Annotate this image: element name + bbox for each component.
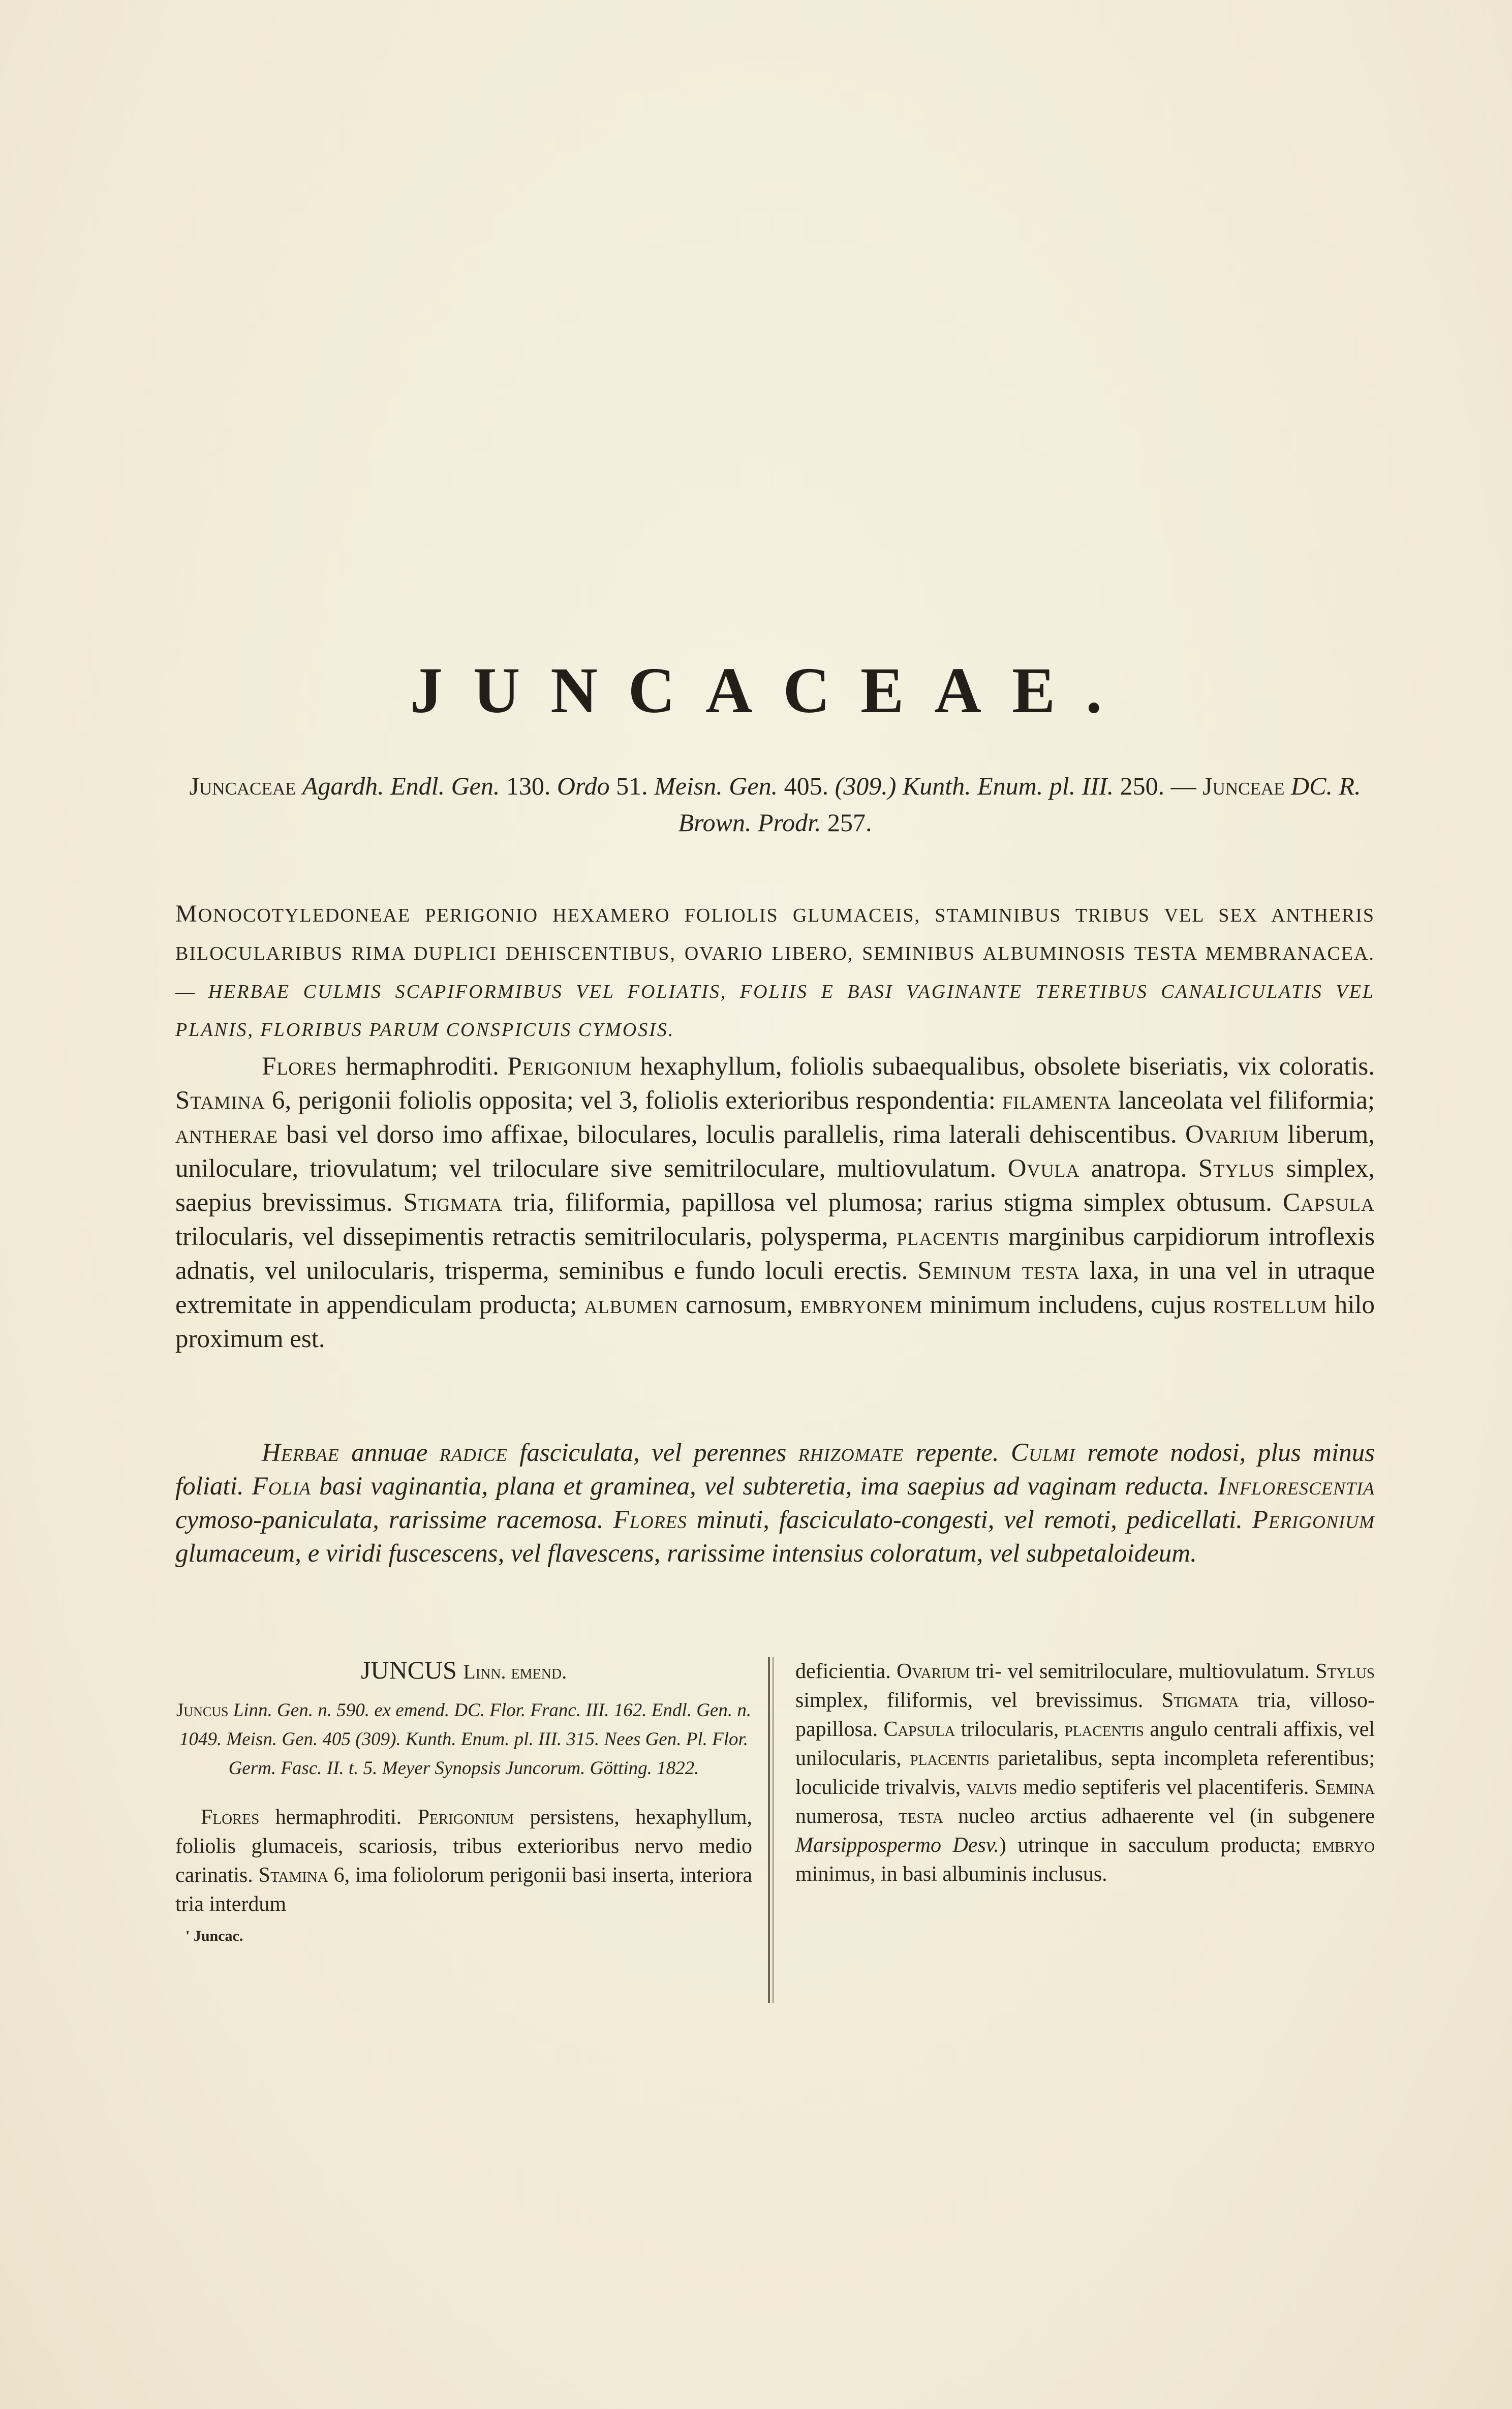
synonym-citation: (309.) Kunth. Enum. pl. III. [835,772,1114,800]
habit-text: glumaceum, e viridi fuscescens, vel flavescens, rarissime intensius coloratum, vel subpetaloideum. [175,1539,1197,1568]
column-rule [768,1657,770,2003]
column-rule [773,1657,774,2003]
genus-text: tri- vel semitriloculare, multiovulatum. [975,1660,1310,1683]
term-stylus: Stylus [1315,1660,1375,1683]
desc-text: hermaphroditi. [346,1052,499,1081]
term-stylus: Stylus [1198,1154,1275,1183]
synonym-name: Junceae [1202,772,1285,800]
synonym-citation: 250. — [1120,772,1196,800]
signature-mark: ' Juncac. [186,1928,243,1944]
family-habit [175,1436,1375,1570]
family-description [175,1050,1375,1356]
genus-text: ) utrinque in sacculum producta; [999,1834,1301,1857]
synonym-citation: 51. [616,772,648,800]
genus-text: simplex, filiformis, vel brevissimus. [795,1689,1144,1712]
habit-text: minuti, fasciculato-congesti, vel remoti, pedicellati. [696,1506,1243,1534]
desc-text: hexaphyllum, foliolis subaequalibus, obsolete biseriatis, vix coloratis. [640,1052,1375,1081]
desc-text: trilocularis, vel dissepimentis retractis semitrilocularis, polysperma, [175,1223,888,1251]
term-ovarium: Ovarium [897,1660,970,1683]
drop-letter: M [175,900,198,927]
genus-text: angulo centrali affixis, vel unilocularis, [795,1718,1375,1770]
term-placentis: placentis [910,1747,990,1770]
term-radice: radice [439,1439,508,1467]
term-perigonium: Perigonium [1252,1506,1375,1534]
term-stamina: Stamina [175,1086,265,1115]
family-synonymy [175,768,1375,841]
term-flores: Flores [201,1806,260,1829]
synonym-name: Juncaceae [189,772,296,800]
family-title: JUNCACEAE. [410,654,1133,726]
genus-author: Linn. emend. [463,1660,567,1683]
habit-text: annuae [351,1439,428,1467]
synonym-citation: Ordo [557,772,610,800]
family-characters [175,895,1375,1049]
genus-text: 6, ima foliolorum perigonii basi inserta, interiora tria interdum [175,1864,753,1916]
desc-text: simplex, saepius brevissimus. [175,1154,1375,1217]
genus-text: medio septiferis vel placentiferis. [1023,1776,1309,1799]
term-flores: Flores [613,1506,687,1534]
synonym-citation: DC. R. Brown. Prodr. [678,772,1361,837]
term-embryonem: embryonem [800,1291,923,1319]
term-rhizomate: rhizomate [798,1439,904,1467]
term-capsula: Capsula [1282,1188,1375,1217]
term-testa: testa [898,1805,943,1828]
genus-text: minimus, in basi albuminis inclusus. [795,1863,1107,1886]
term-capsula: Capsula [883,1718,955,1741]
term-culmi: Culmi [1010,1439,1075,1467]
desc-text: hilo proximum est. [175,1291,1375,1353]
synonym-citation: 405. [784,772,829,800]
desc-text: carnosum, [685,1291,793,1319]
term-ovula: Ovula [1007,1154,1080,1183]
desc-text: basi vel dorso imo affixae, biloculares, loculis parallelis, rima laterali dehiscentibus. [286,1120,1177,1149]
synonym-citation: Agardh. Endl. Gen. [302,772,500,800]
term-perigonium: Perigonium [507,1052,632,1081]
characters-roman: ONOCOTYLEDONEAE PERIGONIO HEXAMERO FOLIOLIS GLUMACEIS, STAMINIBUS TRIBUS VEL SEX ANTHERIS BILOCULARIBUS RIMA DUPLICI DEHISCENTIBUS, OVARIO LIBERO, SEMINIBUS ALBUMINOSIS TESTA MEMBRANACEA. — [175,905,1375,1002]
term-stigmata: Stigmata [1161,1689,1239,1712]
characters-italic: HERBAE CULMIS SCAPIFORMIBUS VEL FOLIATIS, FOLIIS E BASI VAGINANTE TERETIBUS CANALICULATIS VEL PLANIS, FLORIBUS PARUM CONSPICUIS CYMOSIS. [175,981,1375,1041]
genus-text: parietalibus, septa incompleta referentibus; loculicide trivalvis, [795,1747,1375,1799]
term-stigmata: Stigmata [403,1188,503,1217]
genus-name: JUNCUS [360,1656,457,1684]
term-inflorescentia: Inflorescentia [1218,1472,1375,1501]
synonym-citation: 257. [827,808,872,837]
term-placentis: placentis [1064,1718,1144,1741]
subgenus-name: Marsippospermo Desv. [795,1834,999,1857]
genus-synonym-citation: Linn. Gen. n. 590. ex emend. DC. Flor. Franc. III. 162. Endl. Gen. n. 1049. Meisn. Gen. 405 (309). Kunth. Enum. pl. III. 315. Nees Gen. Pl. Flor. Germ. Fasc. II. t. 5. Meyer Synopsis Juncorum. Götting. 1822. [179,1700,752,1779]
genus-text: deficientia. [795,1660,891,1683]
genus-text: hermaphroditi. [275,1806,402,1829]
term-rostellum: rostellum [1213,1291,1328,1319]
desc-text: minimum includens, cujus [930,1291,1206,1319]
desc-text: anatropa. [1091,1154,1187,1183]
genus-text: trilocularis, [961,1718,1059,1741]
term-placentis: placentis [897,1223,1000,1251]
habit-text: basi vaginantia, plana et graminea, vel subteretia, ima saepius ad vaginam reducta. [319,1472,1210,1501]
term-ovarium: Ovarium [1185,1120,1280,1149]
term-stamina: Stamina [258,1864,328,1887]
habit-text: cymoso-paniculata, rarissime racemosa. [175,1506,604,1534]
desc-text: laxa, in una vel in utraque extremitate in appendiculam producta; [175,1257,1375,1319]
term-folia: Folia [252,1472,311,1501]
left-column [175,1652,752,1946]
habit-text: remote nodosi, plus minus foliati. [175,1439,1375,1501]
right-column [795,1657,1375,1889]
term-filamenta: filamenta [1002,1086,1112,1115]
genus-synonym-name: Juncus [176,1700,229,1721]
desc-text: tria, filiformia, papillosa vel plumosa; rarius stigma simplex obtusum. [513,1188,1272,1217]
genus-text: numerosa, [795,1805,884,1828]
term-antherae: antherae [175,1120,278,1149]
genus-text: tria, villoso-papillosa. [795,1689,1375,1741]
desc-text: marginibus carpidiorum introflexis adnatis, vel unilocularis, trisperma, seminibus e fundo loculi erectis. [175,1223,1375,1285]
habit-text: repente. [915,1439,999,1467]
desc-text: lanceolata vel filiformia; [1118,1086,1375,1115]
term-flores: Flores [262,1052,337,1081]
genus-text: nucleo arctius adhaerente vel (in subgenere [958,1805,1375,1828]
term-albumen: albumen [584,1291,678,1319]
synonym-citation: 130. [506,772,551,800]
term-seminum-testa: Seminum testa [917,1257,1080,1285]
genus-description [175,1803,752,1919]
term-herbae: Herbae [262,1439,340,1467]
desc-text: liberum, uniloculare, triovulatum; vel triloculare sive semitriloculare, multiovulatum. [175,1120,1375,1183]
habit-text: fasciculata, vel perennes [519,1439,787,1467]
genus-synonymy [175,1696,752,1783]
genus-heading [175,1652,752,1690]
term-valvis: valvis [966,1776,1017,1799]
term-perigonium: Perigonium [417,1806,514,1829]
term-semina: Semina [1314,1776,1375,1799]
synonym-citation: Meisn. Gen. [654,772,778,800]
term-embryo: embryo [1312,1834,1375,1857]
genus-text: persistens, hexaphyllum, foliolis glumaceis, scariosis, tribus exterioribus nervo medio carinatis. [175,1806,752,1887]
desc-text: 6, perigonii foliolis opposita; vel 3, foliolis exterioribus respondentia: [271,1086,996,1115]
